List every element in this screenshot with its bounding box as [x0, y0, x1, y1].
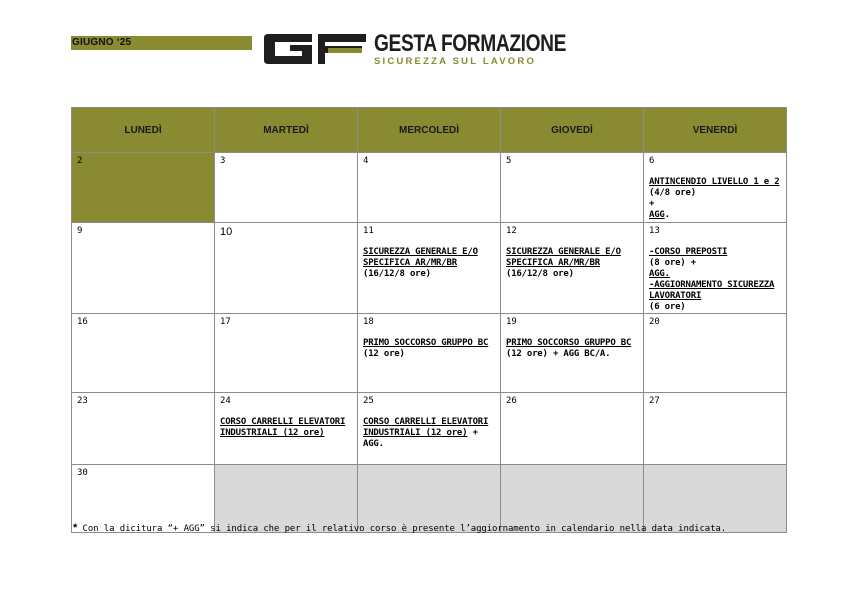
course-title: PRIMO SOCCORSO GRUPPO BC: [506, 338, 632, 348]
weekday-header: MERCOLEDÌ: [358, 108, 501, 153]
day-number: 4: [363, 156, 369, 166]
footnote-marker: *: [73, 522, 78, 534]
course-detail: (6 ore): [649, 302, 686, 312]
event-line: [363, 338, 496, 360]
day-number: 26: [506, 396, 517, 406]
course-detail: .: [664, 210, 670, 220]
footnote-text: Con la dicitura “+ AGG” si indica che per il relativo corso è presente l’aggiornamento in calendario nella data indicata.: [82, 524, 727, 534]
course-title: -AGGIORNAMENTO SICUREZZA LAVORATORI: [649, 280, 775, 301]
day-number: 6: [649, 156, 655, 166]
course-detail: + AGG.: [363, 428, 484, 449]
course-detail: +: [649, 199, 660, 209]
day-number: 25: [363, 396, 374, 406]
calendar-day-cell: [644, 393, 787, 465]
course-title: SICUREZZA GENERALE E/O SPECIFICA AR/MR/BR: [506, 247, 621, 268]
event-line: [649, 258, 782, 269]
month-label: GIUGNO ‘25: [72, 37, 132, 48]
day-number: 12: [506, 226, 517, 236]
course-event: [363, 338, 496, 360]
day-number: 18: [363, 317, 374, 327]
event-line: [649, 177, 785, 199]
course-title: ANTINCENDIO LIVELLO 1 e 2: [649, 177, 780, 187]
course-title: SICUREZZA GENERALE E/O SPECIFICA AR/MR/BR: [363, 247, 478, 268]
footnote: [73, 522, 726, 534]
course-event: [649, 177, 785, 221]
brand-name: GESTA FORMAZIONE: [374, 30, 566, 57]
event-line: [363, 269, 496, 280]
day-number: 17: [220, 317, 231, 327]
course-detail: (12 ore): [363, 349, 405, 359]
day-number: 9: [77, 226, 83, 236]
calendar-day-cell: [501, 393, 644, 465]
day-number: 13: [649, 226, 660, 236]
event-line: [506, 247, 639, 269]
calendar-day-cell: [501, 153, 644, 223]
course-event: [506, 247, 639, 280]
weekday-header: LUNEDÌ: [72, 108, 215, 153]
day-number: 3: [220, 156, 226, 166]
event-line: [506, 269, 639, 280]
calendar-day-cell: [644, 153, 787, 223]
day-number: 27: [649, 396, 660, 406]
calendar-table: [71, 107, 787, 533]
course-event: [363, 247, 496, 280]
course-event: [649, 247, 782, 313]
calendar-week-row: [72, 314, 787, 393]
course-event: [506, 338, 639, 360]
calendar-day-cell: [215, 314, 358, 393]
gf-logo-mark: [262, 31, 368, 67]
day-number: 10: [220, 226, 233, 238]
calendar-week-row: [72, 393, 787, 465]
day-number: 5: [506, 156, 512, 166]
event-line: [649, 199, 782, 210]
day-number: 23: [77, 396, 88, 406]
calendar-day-cell: [215, 153, 358, 223]
calendar-week-row: [72, 153, 787, 223]
course-title: AGG.: [649, 269, 670, 279]
calendar-day-cell: [72, 314, 215, 393]
calendar-day-cell: [215, 223, 358, 314]
weekday-header: MARTEDÌ: [215, 108, 358, 153]
calendar-day-cell: [72, 223, 215, 314]
course-detail: (8 ore) +: [649, 258, 702, 268]
course-title: AGG: [649, 210, 665, 220]
calendar-week-row: [72, 223, 787, 314]
course-title: CORSO CARRELLI ELEVATORI INDUSTRIALI (12 ore): [220, 417, 346, 438]
calendar-day-cell: [644, 223, 787, 314]
calendar-day-cell: [501, 223, 644, 314]
day-number: 2: [77, 156, 83, 166]
calendar-day-cell: [215, 393, 358, 465]
course-detail: (16/12/8 ore): [506, 269, 574, 279]
day-number: 11: [363, 226, 374, 236]
event-line: [649, 269, 782, 280]
event-line: [363, 247, 496, 269]
course-title: -CORSO PREPOSTI: [649, 247, 728, 257]
calendar-day-cell: [358, 223, 501, 314]
event-line: [649, 280, 782, 302]
day-number: 24: [220, 396, 231, 406]
calendar-day-cell: [501, 314, 644, 393]
calendar-day-cell: [72, 153, 215, 223]
event-line: [363, 417, 496, 450]
day-number: 30: [77, 468, 88, 478]
course-detail: (16/12/8 ore): [363, 269, 431, 279]
day-number: 20: [649, 317, 660, 327]
calendar-day-cell: [358, 314, 501, 393]
brand-tagline: SICUREZZA SUL LAVORO: [374, 56, 537, 67]
event-line: [649, 210, 782, 221]
calendar-day-cell: [644, 314, 787, 393]
weekday-header-row: [72, 108, 787, 153]
event-line: [506, 338, 639, 360]
calendar-day-cell: [72, 393, 215, 465]
day-number: 16: [77, 317, 88, 327]
brand-logo: [262, 31, 572, 69]
month-banner: [71, 36, 252, 50]
day-number: 19: [506, 317, 517, 327]
course-detail: (12 ore) + AGG BC/A.: [506, 349, 611, 359]
event-line: [649, 247, 782, 258]
course-detail: (4/8 ore): [649, 177, 785, 198]
course-title: CORSO CARRELLI ELEVATORI INDUSTRIALI (12 ore): [363, 417, 489, 438]
event-line: [649, 302, 782, 313]
calendar-day-cell: [358, 393, 501, 465]
course-event: [363, 417, 496, 450]
event-line: [220, 417, 353, 439]
weekday-header: GIOVEDÌ: [501, 108, 644, 153]
course-event: [220, 417, 353, 439]
weekday-header: VENERDÌ: [644, 108, 787, 153]
course-title: PRIMO SOCCORSO GRUPPO BC: [363, 338, 489, 348]
calendar-day-cell: [358, 153, 501, 223]
